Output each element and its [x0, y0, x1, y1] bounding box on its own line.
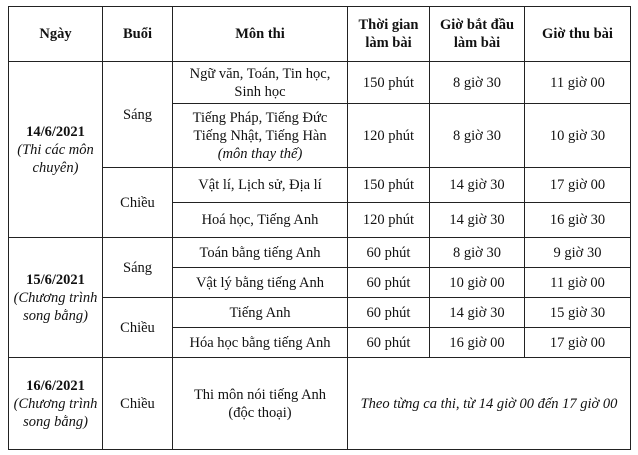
- table-row: [9, 168, 631, 203]
- duration-cell: 120 phút: [348, 104, 430, 168]
- schedule-note-cell: Theo từng ca thi, từ 14 giờ 00 đến 17 giờ 00: [348, 358, 631, 450]
- subject-line: Thi môn nói tiếng Anh: [193, 386, 327, 403]
- table-row: [9, 238, 631, 268]
- header-date: Ngày: [9, 7, 103, 62]
- end-cell: 9 giờ 30: [525, 238, 631, 268]
- session-day3-afternoon: Chiều: [103, 358, 173, 450]
- end-cell: 16 giờ 30: [525, 203, 631, 238]
- session-day1-morning: Sáng: [103, 62, 173, 168]
- date-day2: 15/6/2021: [26, 271, 85, 288]
- end-cell: 11 giờ 00: [525, 268, 631, 298]
- header-duration-line2: làm bài: [365, 35, 412, 51]
- duration-cell: 60 phút: [348, 328, 430, 358]
- date-note-day2: (Chương trình song bằng): [13, 289, 98, 324]
- duration-cell: 60 phút: [348, 268, 430, 298]
- header-session: Buổi: [103, 7, 173, 62]
- date-note-day3: (Chương trình song bằng): [13, 395, 98, 430]
- header-start-line2: làm bài: [453, 35, 501, 51]
- start-cell: 8 giờ 30: [430, 62, 525, 104]
- date-cell-day2: [9, 238, 103, 358]
- exam-schedule-table: [8, 6, 631, 450]
- start-cell: 8 giờ 30: [430, 238, 525, 268]
- start-cell: 14 giờ 30: [430, 168, 525, 203]
- date-day1: 14/6/2021: [26, 123, 85, 140]
- subject-cell: [173, 358, 348, 450]
- subject-cell: Hóa học bằng tiếng Anh: [173, 328, 348, 358]
- end-cell: 11 giờ 00: [525, 62, 631, 104]
- table-row: [9, 62, 631, 104]
- session-day2-afternoon: Chiều: [103, 298, 173, 358]
- header-end: Giờ thu bài: [525, 7, 631, 62]
- subject-line: Tiếng Nhật, Tiếng Hàn: [193, 127, 327, 144]
- subject-line: Tiếng Pháp, Tiếng Đức: [192, 109, 328, 126]
- date-note-day1: (Thi các môn chuyên): [17, 141, 94, 176]
- end-cell: 17 giờ 00: [525, 328, 631, 358]
- subject-cell: Vật lý bằng tiếng Anh: [173, 268, 348, 298]
- subject-line: Sinh học: [234, 83, 286, 100]
- date-cell-day3: [9, 358, 103, 450]
- header-subject: Môn thi: [173, 7, 348, 62]
- subject-cell: Vật lí, Lịch sử, Địa lí: [173, 168, 348, 203]
- subject-cell: Tiếng Anh: [173, 298, 348, 328]
- end-cell: 10 giờ 30: [525, 104, 631, 168]
- subject-cell: [173, 104, 348, 168]
- session-day2-morning: Sáng: [103, 238, 173, 298]
- header-duration-line1: Thời gian: [358, 17, 419, 33]
- subject-cell: Toán bằng tiếng Anh: [173, 238, 348, 268]
- end-cell: 15 giờ 30: [525, 298, 631, 328]
- table-row: [9, 358, 631, 450]
- duration-cell: 150 phút: [348, 168, 430, 203]
- start-cell: 14 giờ 30: [430, 298, 525, 328]
- duration-cell: 120 phút: [348, 203, 430, 238]
- start-cell: 16 giờ 00: [430, 328, 525, 358]
- header-duration: [348, 7, 430, 62]
- start-cell: 14 giờ 30: [430, 203, 525, 238]
- subject-line: Ngữ văn, Toán, Tin học,: [189, 65, 331, 82]
- subject-cell: Hoá học, Tiếng Anh: [173, 203, 348, 238]
- header-row: [9, 7, 631, 62]
- date-cell-day1: [9, 62, 103, 238]
- date-day3: 16/6/2021: [26, 377, 85, 394]
- subject-cell: [173, 62, 348, 104]
- duration-cell: 150 phút: [348, 62, 430, 104]
- start-cell: 10 giờ 00: [430, 268, 525, 298]
- duration-cell: 60 phút: [348, 298, 430, 328]
- subject-line: (độc thoại): [228, 404, 292, 421]
- subject-line: (môn thay thế): [217, 145, 303, 162]
- session-day1-afternoon: Chiều: [103, 168, 173, 238]
- header-start: [430, 7, 525, 62]
- duration-cell: 60 phút: [348, 238, 430, 268]
- table-row: [9, 298, 631, 328]
- header-start-line1: Giờ bắt đầu: [439, 17, 515, 33]
- start-cell: 8 giờ 30: [430, 104, 525, 168]
- end-cell: 17 giờ 00: [525, 168, 631, 203]
